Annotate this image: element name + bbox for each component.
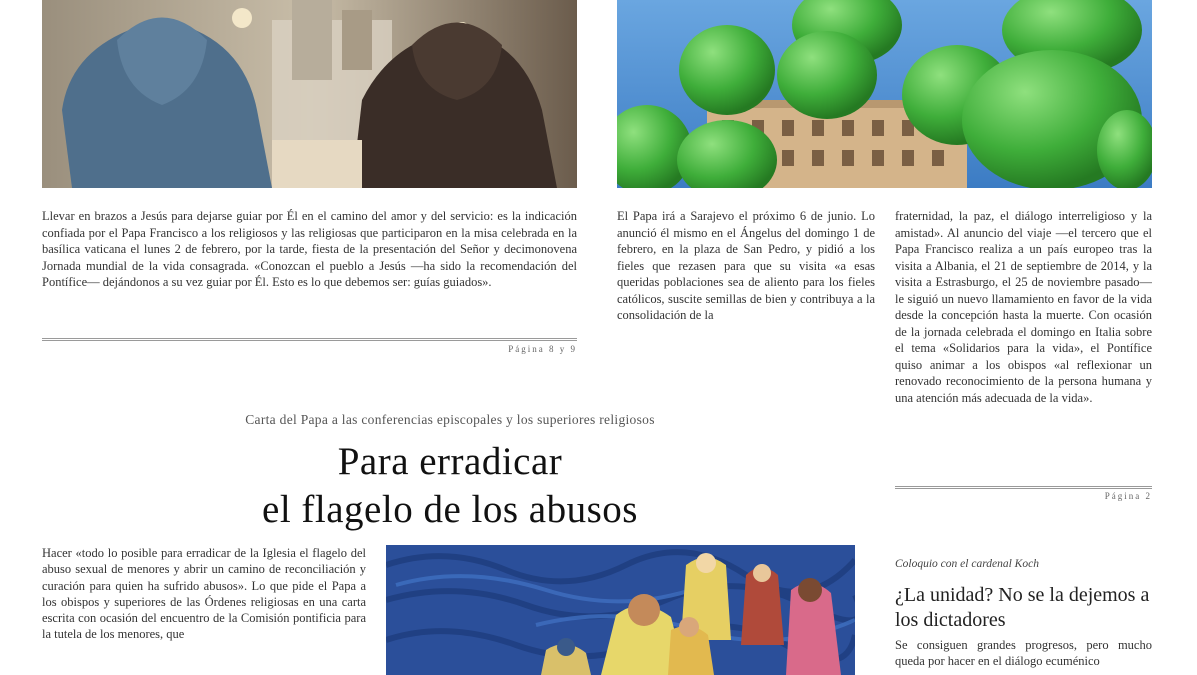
headline-line-2: el flagelo de los abusos <box>262 488 638 531</box>
headline-line-1: Para erradicar <box>337 440 563 483</box>
right-page-reference[interactable]: Página 2 <box>1104 491 1152 501</box>
sidebar-kicker: Coloquio con el cardenal Koch <box>895 558 1039 570</box>
left-caption-rule <box>42 338 577 341</box>
article-headline[interactable] <box>100 438 800 534</box>
photo-green-balloons <box>617 0 1152 188</box>
left-page-reference[interactable]: Página 8 y 9 <box>508 344 577 354</box>
right-caption-col2: fraternidad, la paz, el diálogo interreligioso y la amistad». Al anuncio del viaje —el tercero que el Papa Francisco realiza a un país europeo tras la visita a Albania, el 21 de septiembre de 2014, y la visita a Estrasburgo, el 25 de noviembre pasado— le siguió un nuevo llamamiento en favor de la vida desde la concepción hasta la muerte. Con ocasión de la jornada celebrada el domingo en Italia sobre el tema «Solidarios para la vida», el Pontífice quiso animar a los obispos «al reflexionar un renovado reconocimiento de la persona humana y una atención más adecuada de la vida». <box>895 209 1152 405</box>
sidebar-body: Se consiguen grandes progresos, pero mucho queda por hacer en el diálogo ecuménico <box>895 638 1152 669</box>
article-kicker: Carta del Papa a las conferencias episcopales y los superiores religiosos <box>245 412 655 427</box>
right-caption-col1: El Papa irá a Sarajevo el próximo 6 de junio. Lo anunció él mismo en el Ángelus del domingo 1 de febrero, en la plaza de San Pedro, y pidió a los fieles que rezasen para que su visita «a esas queridas poblaciones sea de aliento para los fieles católicos, suscite semillas de bien y contribuya a la consolidación de la <box>617 209 875 322</box>
left-photo-caption: Llevar en brazos a Jesús para dejarse guiar por Él en el camino del amor y del servicio: es la indicación confiada por el Papa Francisco a los religiosos y las religiosas que participaron en la misa celebrada en la basílica vaticana el lunes 2 de febrero, por la tarde, fiesta de la presentación del Señor y decimonovena Jornada mundial de la vida consagrada. «Conozcan el pueblo a Jesús —ha sido la recomendación del Pontífice— dejándonos a su vez guiar por Él. Esto es lo que debemos ser: guías guiados». <box>42 209 577 289</box>
sidebar-headline[interactable]: ¿La unidad? No se la dejemos a los dictadores <box>895 584 1150 631</box>
friars-image <box>42 0 577 188</box>
photo-friars <box>42 0 577 188</box>
painting-image <box>386 545 855 675</box>
right-caption-rule <box>895 486 1152 489</box>
painting-religious-scene <box>386 545 855 675</box>
balloons-image <box>617 0 1152 188</box>
article-body: Hacer «todo lo posible para erradicar de la Iglesia el flagelo del abuso sexual de menores y abrir un camino de reconciliación y curación para quien ha sufrido abusos». Lo que pide el Papa a los obispos y superiores de las Órdenes religiosas en una carta escrita con ocasión del encuentro de la Comisión pontificia para la tutela de los menores, que <box>42 546 366 642</box>
